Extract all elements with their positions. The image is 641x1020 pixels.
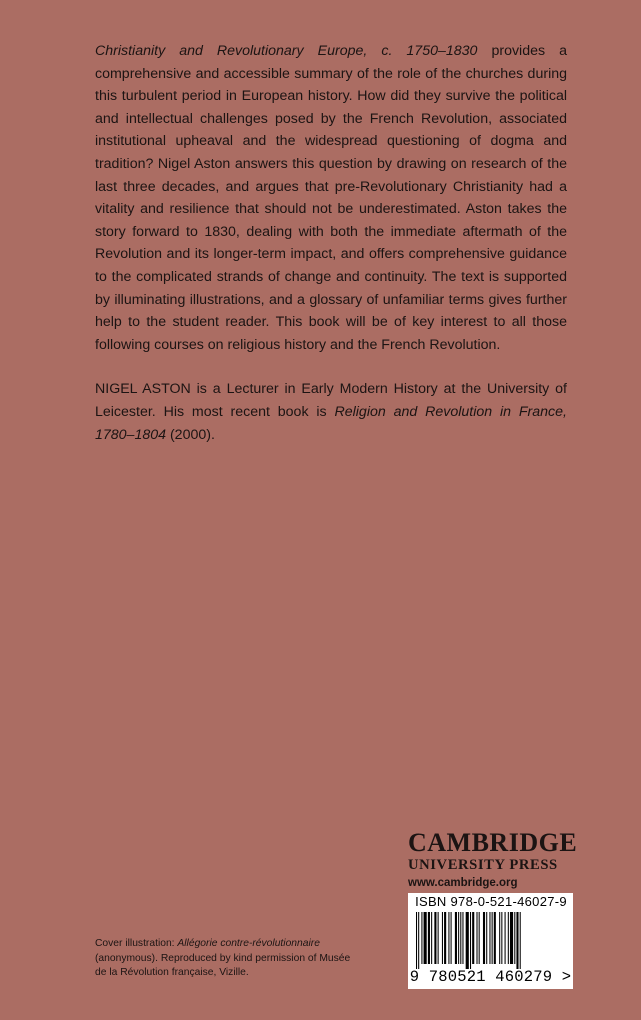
publisher-url: www.cambridge.org (408, 877, 518, 889)
author-bio-paragraph (95, 378, 567, 446)
barcode-bars (416, 912, 566, 969)
cover-illustration-credit (95, 937, 355, 981)
credit-lead: Cover illustration: (95, 938, 178, 949)
publisher-subtitle: UNIVERSITY PRESS (408, 857, 558, 873)
author-bio-tail: (2000). (166, 426, 215, 443)
previous-book-title: Religion and Revolution in France, 1780–1804 (95, 403, 567, 443)
back-cover-blurb (95, 40, 567, 468)
isbn-barcode (408, 893, 573, 989)
author-bio-text: NIGEL ASTON is a Lecturer in Early Modern History at the University of Leicester. His most recent book is (95, 381, 567, 420)
book-title-italic: Christianity and Revolutionary Europe, c. 1750–1830 (95, 43, 478, 59)
credit-rest: (anonymous). Reproduced by kind permission of Musée de la Révolution française, Vizille. (95, 952, 351, 979)
barcode-digits: 9 780521 460279 > (409, 968, 572, 986)
illustration-title: Allégorie contre-révolutionnaire (177, 938, 320, 949)
description-text: provides a comprehensive and accessible summary of the role of the churches during this turbulent period in European history. How did they survive the political and intellectual challenges posed by the French Revolution, associated institutional upheaval and the widespread questioning of dogma and tradition? Nigel Aston answers this question by drawing on research of the last three decades, and argues that pre-Revolutionary Christianity had a vitality and resilience that should not be underestimated. Aston takes the story forward to 1830, dealing with both the immediate aftermath of the Revolution and its longer-term impact, and offers comprehensive guidance to the complicated strands of change and continuity. The text is supported by illuminating illustrations, and a glossary of unfamiliar terms gives further help to the student reader. This book will be of key interest to all those following courses on religious history and the French Revolution. (95, 43, 567, 353)
publisher-logo (408, 830, 578, 891)
isbn-label: ISBN 978-0-521-46027-9 (415, 894, 567, 909)
description-paragraph (95, 40, 567, 356)
publisher-name: CAMBRIDGE (408, 828, 578, 857)
